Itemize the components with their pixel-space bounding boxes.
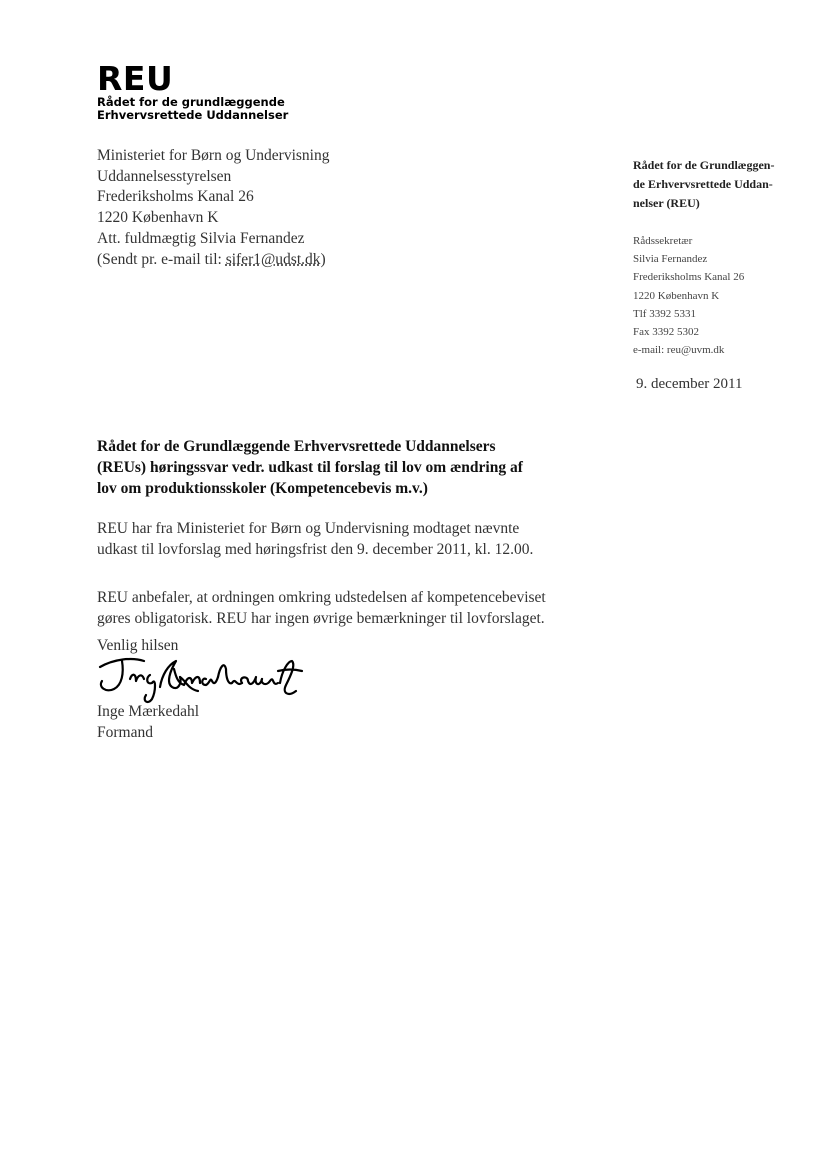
sender-detail-line: Rådssekretær: [633, 235, 693, 247]
sender-org-line: Rådet for de Grundlæggen-: [633, 158, 775, 172]
signer-title: Formand: [97, 724, 153, 741]
recipient-line: Uddannelsesstyrelsen: [97, 167, 232, 185]
signer-block: [97, 701, 199, 743]
paragraph-line: REU anbefaler, at ordningen omkring udstedelsen af kompetencebeviset: [97, 589, 546, 606]
subject-line: (REUs) høringssvar vedr. udkast til forslag til lov om ændring af: [97, 459, 523, 476]
subject-line: Rådet for de Grundlæggende Erhvervsrettede Uddannelsers: [97, 438, 496, 455]
email-suffix: ): [320, 250, 326, 268]
body-paragraph-2: [97, 587, 597, 629]
body-paragraph-1: [97, 518, 597, 560]
sender-detail-line: Fax 3392 5302: [633, 326, 699, 339]
sender-detail-line: Frederiksholms Kanal 26: [633, 271, 745, 284]
paragraph-line: gøres obligatorisk. REU har ingen øvrige bemærkninger til lovforslaget.: [97, 610, 545, 627]
sender-organization: [633, 156, 803, 213]
recipient-line: 1220 København K: [97, 209, 219, 227]
recipient-address: [97, 146, 329, 270]
logo-subtitle-line-2: Erhvervsrettede Uddannelser: [97, 108, 289, 122]
sender-block: [633, 156, 803, 359]
recipient-line: Ministeriet for Børn og Undervisning: [97, 147, 330, 164]
sender-email: e-mail: reu@uvm.dk: [633, 344, 725, 357]
recipient-email-line: [97, 250, 329, 271]
email-prefix: (Sendt pr. e-mail til:: [97, 250, 226, 268]
sender-org-line: nelser (REU): [633, 196, 700, 210]
letter-subject: [97, 436, 567, 499]
logo-acronym: REU: [97, 59, 174, 98]
closing-salutation: Venlig hilsen: [97, 637, 179, 654]
letter-date: 9. december 2011: [636, 376, 743, 392]
organization-logo: [97, 59, 289, 122]
sender-contact-details: [633, 232, 803, 359]
recipient-line: Frederiksholms Kanal 26: [97, 188, 254, 206]
paragraph-line: REU har fra Ministeriet for Børn og Undervisning modtaget nævnte: [97, 520, 520, 537]
sender-detail-line: 1220 København K: [633, 289, 720, 302]
recipient-line: Att. fuldmægtig Silvia Fernandez: [97, 229, 305, 247]
logo-subtitle-line-1: Rådet for de grundlæggende: [97, 95, 285, 109]
paragraph-line: udkast til lovforslag med høringsfrist den 9. december 2011, kl. 12.00.: [97, 541, 534, 558]
recipient-email-link[interactable]: sifer1@udst.dk: [225, 250, 321, 268]
sender-org-line: de Erhvervsrettede Uddan-: [633, 177, 773, 191]
signer-name: Inge Mærkedahl: [97, 703, 200, 720]
subject-line: lov om produktionsskoler (Kompetencebevis m.v.): [97, 480, 428, 497]
sender-detail-line: Silvia Fernandez: [633, 253, 708, 266]
handwritten-signature: [92, 647, 312, 707]
sender-detail-line: Tlf 3392 5331: [633, 307, 696, 320]
